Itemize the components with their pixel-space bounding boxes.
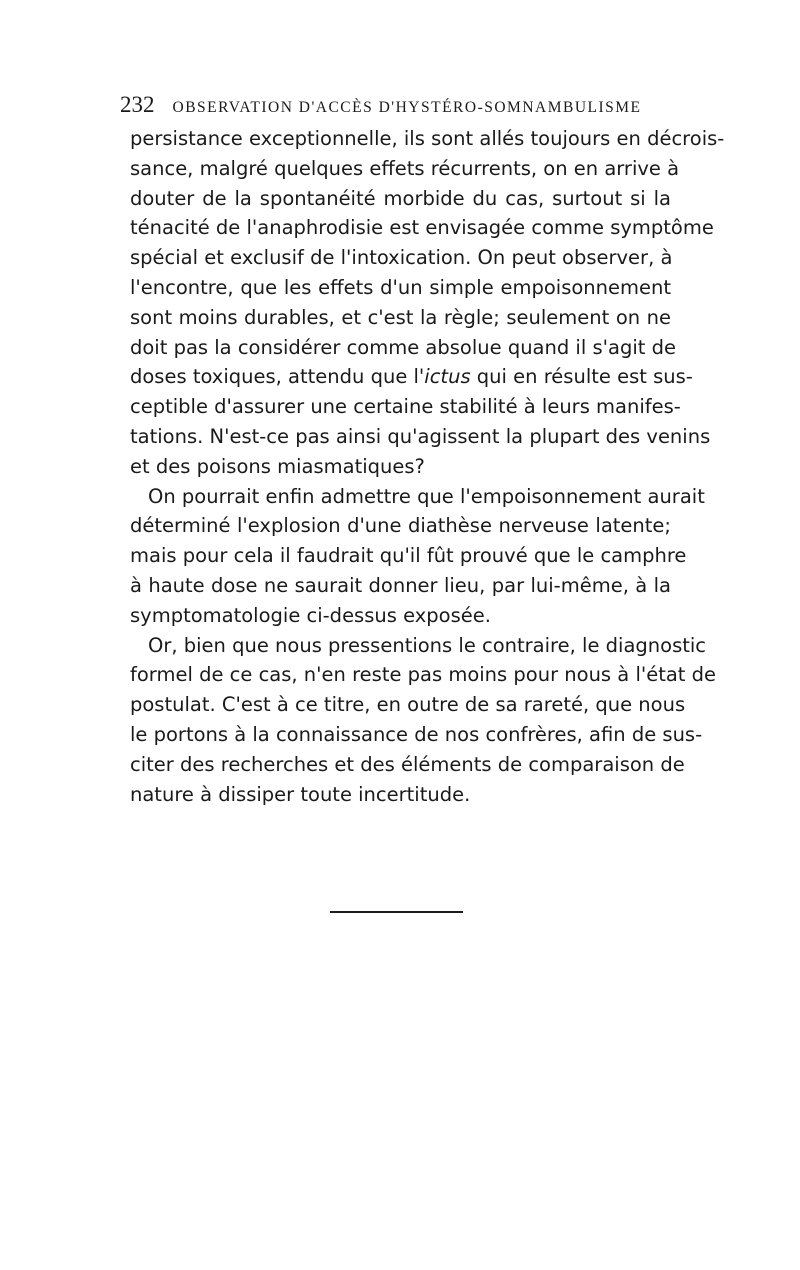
text-line: nature à dissiper toute incertitude. xyxy=(130,782,471,806)
body-text xyxy=(130,124,725,809)
text-line: tations. N'est-ce pas ainsi qu'agissent la plupart des venins xyxy=(130,424,711,448)
text-line: déterminé l'explosion d'une diathèse nerveuse latente; xyxy=(130,514,671,538)
text-line: ténacité de l'anaphrodisie est envisagée comme symptôme xyxy=(130,216,714,240)
text-line: Or, bien que nous pressentions le contraire, le diagnostic xyxy=(148,633,707,657)
text-line: symptomatologie ci-dessus exposée. xyxy=(130,603,491,627)
text-line: à haute dose ne saurait donner lieu, par lui-même, à la xyxy=(130,573,671,597)
text-line: douter de la spontanéité morbide du cas, surtout si la xyxy=(130,186,671,210)
running-head-title: OBSERVATION D'ACCÈS D'HYSTÉRO-SOMNAMBULISME xyxy=(172,99,642,116)
text-line: citer des recherches et des éléments de comparaison de xyxy=(130,752,685,776)
text-line: doit pas la considérer comme absolue quand il s'agit de xyxy=(130,335,676,359)
text-line: le portons à la connaissance de nos confrères, afin de sus- xyxy=(130,722,703,746)
text-line: spécial et exclusif de l'intoxication. On peut observer, à xyxy=(130,246,673,270)
text-line: sance, malgré quelques effets récurrents, on en arrive à xyxy=(130,156,680,180)
text-line: sont moins durables, et c'est la règle; seulement on ne xyxy=(130,305,671,329)
text-line: et des poisons miasmatiques? xyxy=(130,454,425,478)
text-line: mais pour cela il faudrait qu'il fût prouvé que le camphre xyxy=(130,544,687,568)
text-line: ceptible d'assurer une certaine stabilité à leurs manifes- xyxy=(130,395,681,419)
text-line: postulat. C'est à ce titre, en outre de sa rareté, que nous xyxy=(130,693,686,717)
text-line: formel de ce cas, n'en reste pas moins pour nous à l'état de xyxy=(130,663,717,687)
end-rule xyxy=(330,911,463,913)
running-head xyxy=(120,92,675,124)
page-number: 232 xyxy=(120,92,155,117)
text-line: On pourrait enfin admettre que l'empoisonnement aurait xyxy=(148,484,705,508)
text-line: doses toxiques, attendu que l'ictus qui en résulte est sus- xyxy=(130,365,693,389)
text-line: persistance exceptionnelle, ils sont allés toujours en décrois- xyxy=(130,127,725,150)
italic-term: ictus xyxy=(424,365,471,389)
text-line: l'encontre, que les effets d'un simple empoisonnement xyxy=(130,275,671,299)
